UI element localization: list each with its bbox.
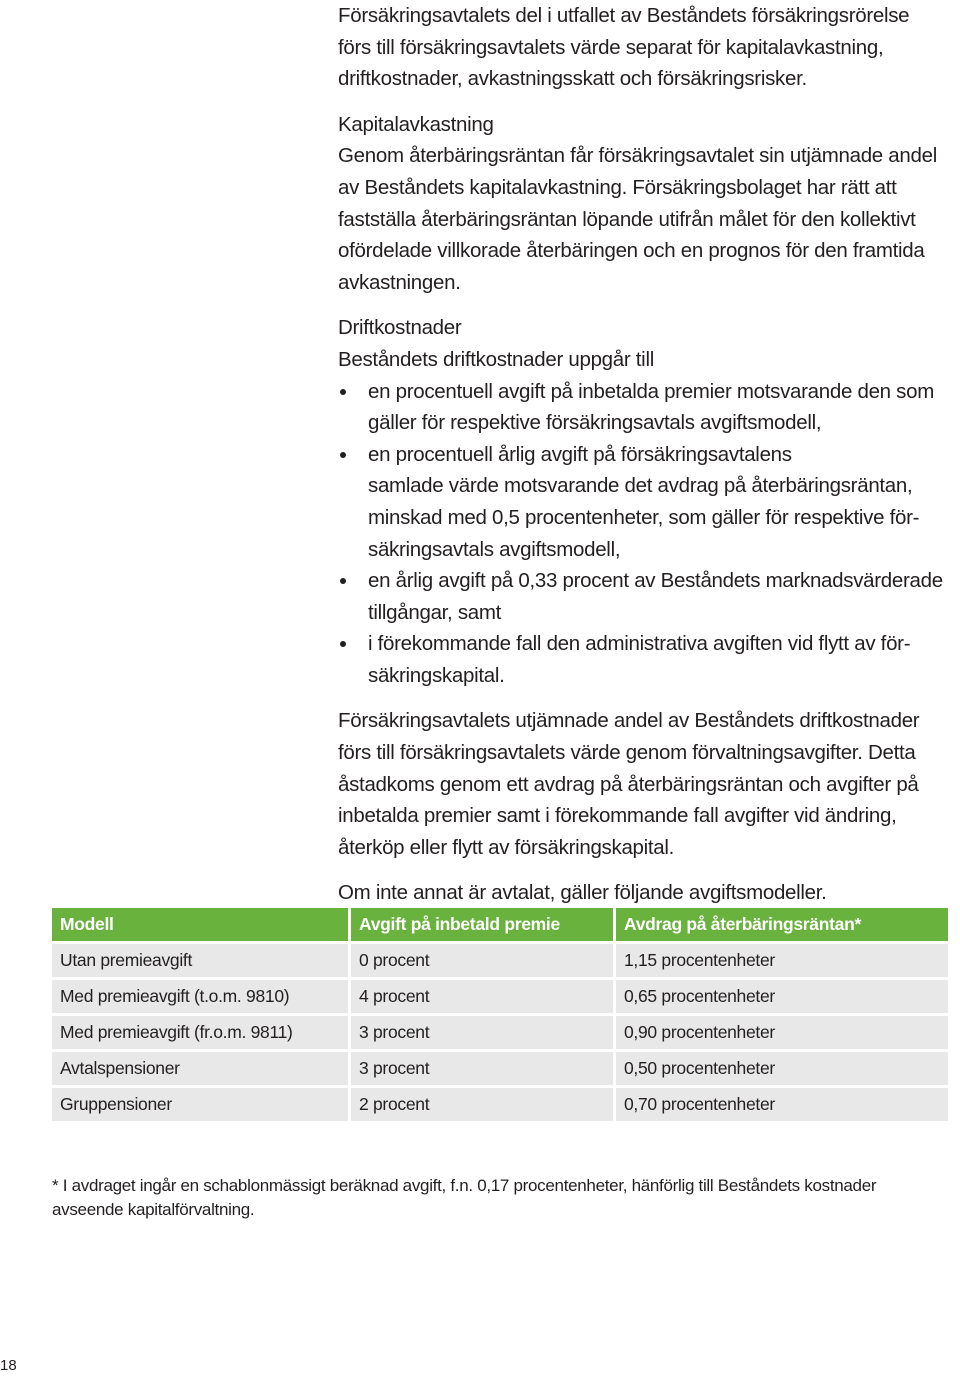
table-cell: 0,50 procentenheter	[616, 1052, 948, 1085]
table-cell: 3 procent	[351, 1016, 613, 1049]
table-cell: 0,70 procentenheter	[616, 1088, 948, 1121]
drift-line: Försäkringsavtalets utjämnade andel av Beståndets driftkostnader	[338, 709, 920, 733]
list-item-line: i förekommande fall den administrativa avgiften vid flytt av för-	[368, 632, 911, 656]
avgiftsmodeller-table	[49, 905, 951, 1124]
list-item-line: samlade värde motsvarande det avdrag på återbäringsräntan,	[368, 474, 913, 498]
table-row	[52, 1088, 948, 1121]
column-header-avgift: Avgift på inbetald premie	[351, 908, 613, 941]
intro-paragraph	[338, 0, 954, 95]
kapital-line: av Beståndets kapitalavkastning. Försäkringsbolaget har rätt att	[338, 175, 897, 199]
drift-line: åstadkoms genom ett avdrag på återbäringsräntan och avgifter på	[338, 772, 919, 796]
list-item-line: en procentuell årlig avgift på försäkringsavtalens	[368, 442, 792, 466]
kapital-line: Genom återbäringsräntan får försäkringsavtalet sin utjämnade andel	[338, 144, 937, 168]
intro-line: Försäkringsavtalets del i utfallet av Beståndets försäkringsrörelse	[338, 4, 910, 27]
table-header-row	[52, 908, 948, 941]
main-text-column	[338, 0, 954, 909]
footnote-line: avseende kapitalförvaltning.	[52, 1200, 255, 1219]
kapital-line: fastställa återbäringsräntan löpande utifrån målet för den kollektivt	[338, 207, 916, 231]
list-item	[338, 439, 954, 565]
list-item	[338, 628, 954, 691]
list-item-line: en årlig avgift på 0,33 procent av Beståndets marknadsvärderade	[368, 569, 943, 593]
drift-line: förs till försäkringsavtalets värde genom förvaltningsavgifter. Detta	[338, 741, 916, 765]
list-item-line: en procentuell avgift på inbetalda premier motsvarande den som	[368, 379, 934, 403]
driftkostnader-paragraph	[338, 705, 954, 863]
table-cell: 3 procent	[351, 1052, 613, 1085]
list-item-line: minskad med 0,5 procentenheter, som gäller för respektive för-	[368, 505, 920, 529]
table-cell: 1,15 procentenheter	[616, 944, 948, 977]
table-cell: 2 procent	[351, 1088, 613, 1121]
list-item-line: gäller för respektive försäkringsavtals avgiftsmodell,	[368, 411, 822, 435]
drift-line: inbetalda premier samt i förekommande fall avgifter vid ändring,	[338, 804, 897, 828]
column-header-modell: Modell	[52, 908, 348, 941]
list-item-line: säkringsavtals avgiftsmodell,	[368, 537, 621, 561]
table-cell: Med premieavgift (t.o.m. 9810)	[52, 980, 348, 1013]
list-item	[338, 565, 954, 628]
table-cell: 0,65 procentenheter	[616, 980, 948, 1013]
drift-line: återköp eller flytt av försäkringskapital.	[338, 835, 675, 859]
footnote-line: * I avdraget ingår en schablonmässigt beräknad avgift, f.n. 0,17 procentenheter, hänförlig till Beståndets kostnader	[52, 1176, 877, 1195]
table-row	[52, 1016, 948, 1049]
table-cell: Avtalspensioner	[52, 1052, 348, 1085]
footnote	[52, 1174, 932, 1222]
table-row	[52, 1052, 948, 1085]
intro-line: driftkostnader, avkastningsskatt och försäkringsrisker.	[338, 67, 807, 91]
kapitalavkastning-heading: Kapitalavkastning	[338, 112, 494, 136]
kapital-line: avkastningen.	[338, 270, 461, 294]
table-cell: Med premieavgift (fr.o.m. 9811)	[52, 1016, 348, 1049]
list-item-line: tillgångar, samt	[368, 600, 502, 624]
driftkostnader-lead: Beståndets driftkostnader uppgår till	[338, 347, 654, 371]
page-number: 18	[0, 1357, 17, 1374]
table-cell: 0 procent	[351, 944, 613, 977]
table-cell: Gruppensioner	[52, 1088, 348, 1121]
column-header-avdrag: Avdrag på återbäringsräntan*	[616, 908, 948, 941]
list-item-line: säkringskapital.	[368, 663, 505, 687]
table-row	[52, 944, 948, 977]
table-row	[52, 980, 948, 1013]
table-cell: 0,90 procentenheter	[616, 1016, 948, 1049]
avgiftsmodeller-intro: Om inte annat är avtalat, gäller följande avgiftsmodeller.	[338, 881, 827, 905]
kapitalavkastning-paragraph	[338, 140, 954, 298]
kapital-line: ofördelade villkorade återbäringen och en prognos för den framtida	[338, 239, 925, 263]
intro-line: förs till försäkringsavtalets värde separat för kapitalavkastning,	[338, 35, 884, 59]
table-cell: Utan premieavgift	[52, 944, 348, 977]
driftkostnader-list	[338, 376, 954, 692]
list-item	[338, 376, 954, 439]
table-cell: 4 procent	[351, 980, 613, 1013]
driftkostnader-heading: Driftkostnader	[338, 316, 462, 340]
